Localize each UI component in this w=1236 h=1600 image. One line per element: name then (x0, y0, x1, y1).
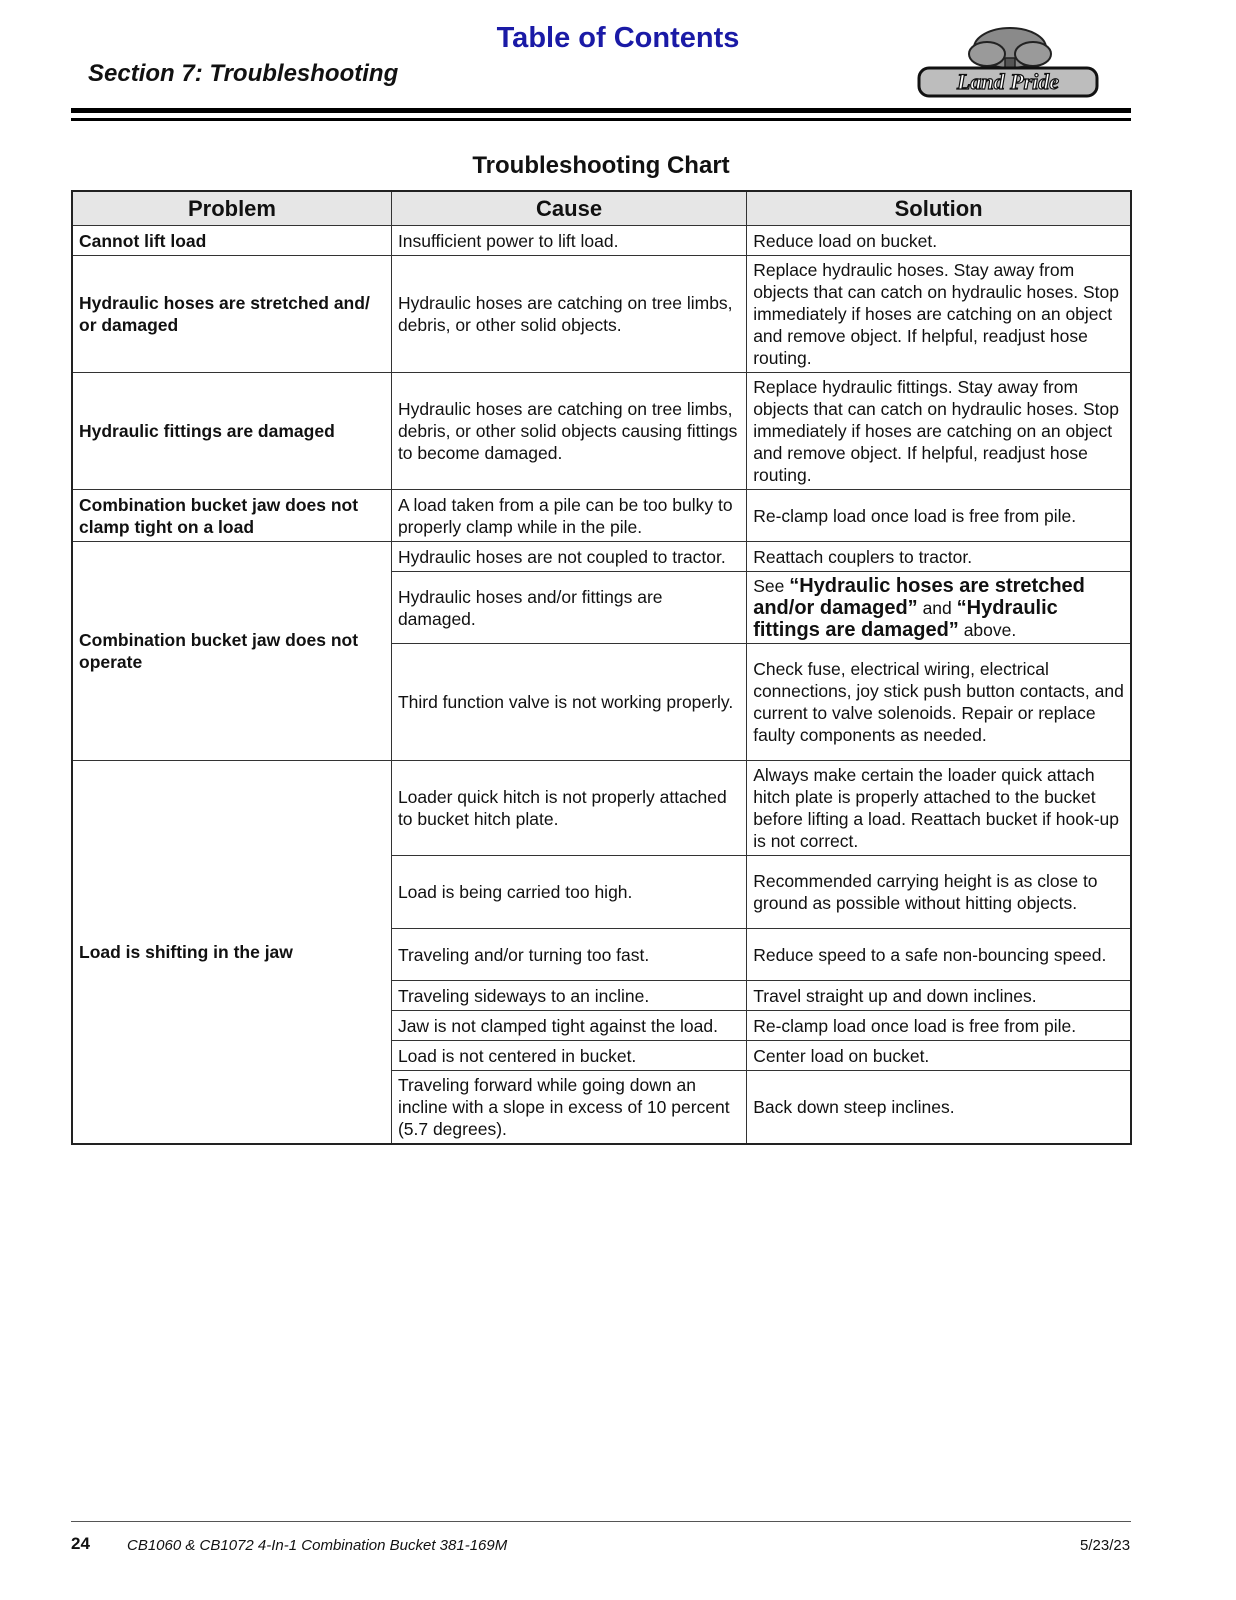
table-row (72, 256, 1131, 373)
problem-cell: Load is shifting in the jaw (72, 761, 391, 1144)
section-title: Section 7: Troubleshooting (88, 60, 399, 87)
solution-cell: Check fuse, electrical wiring, electrical connections, joy stick push button contacts, and current to valve solenoids. Repair or replace faulty components as needed. (747, 644, 1131, 761)
solution-and: and (922, 597, 952, 618)
table-row (72, 226, 1131, 256)
table-header-row (72, 191, 1131, 226)
cause-cell: Load is not centered in bucket. (391, 1041, 746, 1071)
solution-reference-fittings: “Hydraulic fittings are damaged” (753, 596, 1058, 641)
table-row (72, 490, 1131, 542)
column-header-problem: Problem (72, 191, 391, 226)
solution-cell: Reduce speed to a safe non-bouncing speed. (747, 929, 1131, 981)
problem-cell: Hydraulic hoses are stretched and/ or damaged (72, 256, 391, 373)
solution-cell: Reattach couplers to tractor. (747, 542, 1131, 572)
cause-cell: Hydraulic hoses are catching on tree limbs, debris, or other solid objects. (391, 256, 746, 373)
cause-cell: Load is being carried too high. (391, 856, 746, 929)
cause-cell: Insufficient power to lift load. (391, 226, 746, 256)
column-header-cause: Cause (391, 191, 746, 226)
solution-cell: Always make certain the loader quick attach hitch plate is properly attached to the bucket before lifting a load. Reattach bucket if hook-up is not correct. (747, 761, 1131, 856)
table-of-contents-link[interactable]: Table of Contents (496, 22, 740, 54)
header-rule-thin (71, 118, 1131, 121)
cause-cell: Traveling forward while going down an incline with a slope in excess of 10 percent (5.7 degrees). (391, 1071, 746, 1144)
solution-cell: Center load on bucket. (747, 1041, 1131, 1071)
document-date: 5/23/23 (1080, 1537, 1131, 1554)
solution-see: See (753, 575, 785, 596)
problem-cell: Combination bucket jaw does not clamp tight on a load (72, 490, 391, 542)
table-row (72, 761, 1131, 856)
document-title: CB1060 & CB1072 4-In-1 Combination Bucket 381-169M (127, 1537, 508, 1554)
cause-cell: Jaw is not clamped tight against the load. (391, 1011, 746, 1041)
solution-above: above. (963, 619, 1017, 640)
solution-cell (747, 572, 1131, 644)
table-row (72, 373, 1131, 490)
land-pride-logo (915, 24, 1105, 104)
cause-cell: Loader quick hitch is not properly attached to bucket hitch plate. (391, 761, 746, 856)
solution-cell: Re-clamp load once load is free from pile. (747, 1011, 1131, 1041)
solution-cell: Recommended carrying height is as close to ground as possible without hitting objects. (747, 856, 1131, 929)
solution-reference-hoses: “Hydraulic hoses are stretched and/or damaged” (753, 574, 1085, 619)
cause-cell: Hydraulic hoses are catching on tree limbs, debris, or other solid objects causing fittings to become damaged. (391, 373, 746, 490)
solution-cell: Back down steep inclines. (747, 1071, 1131, 1144)
cause-cell: Third function valve is not working properly. (391, 644, 746, 761)
footer-rule (71, 1521, 1131, 1522)
solution-cell: Re-clamp load once load is free from pile. (747, 490, 1131, 542)
solution-cell: Replace hydraulic fittings. Stay away from objects that can catch on hydraulic hoses. Stop immediately if hoses are catching on an object and remove object. If helpful, readjust hose routing. (747, 373, 1131, 490)
cause-cell: Traveling sideways to an incline. (391, 981, 746, 1011)
page-number: 24 (71, 1534, 90, 1553)
chart-title: Troubleshooting Chart (472, 152, 730, 179)
table-row (72, 542, 1131, 572)
solution-cell: Travel straight up and down inclines. (747, 981, 1131, 1011)
cause-cell: Hydraulic hoses and/or fittings are damaged. (391, 572, 746, 644)
problem-cell: Cannot lift load (72, 226, 391, 256)
troubleshooting-table (71, 190, 1132, 1145)
svg-text:Land Pride: Land Pride (956, 69, 1060, 94)
cause-cell: Traveling and/or turning too fast. (391, 929, 746, 981)
problem-cell: Combination bucket jaw does not operate (72, 542, 391, 761)
cause-cell: A load taken from a pile can be too bulky to properly clamp while in the pile. (391, 490, 746, 542)
solution-cell: Replace hydraulic hoses. Stay away from objects that can catch on hydraulic hoses. Stop immediately if hoses are catching on an object and remove object. If helpful, readjust hose routing. (747, 256, 1131, 373)
problem-cell: Hydraulic fittings are damaged (72, 373, 391, 490)
column-header-solution: Solution (747, 191, 1131, 226)
solution-cell: Reduce load on bucket. (747, 226, 1131, 256)
cause-cell: Hydraulic hoses are not coupled to tractor. (391, 542, 746, 572)
header-rule-thick (71, 108, 1131, 113)
